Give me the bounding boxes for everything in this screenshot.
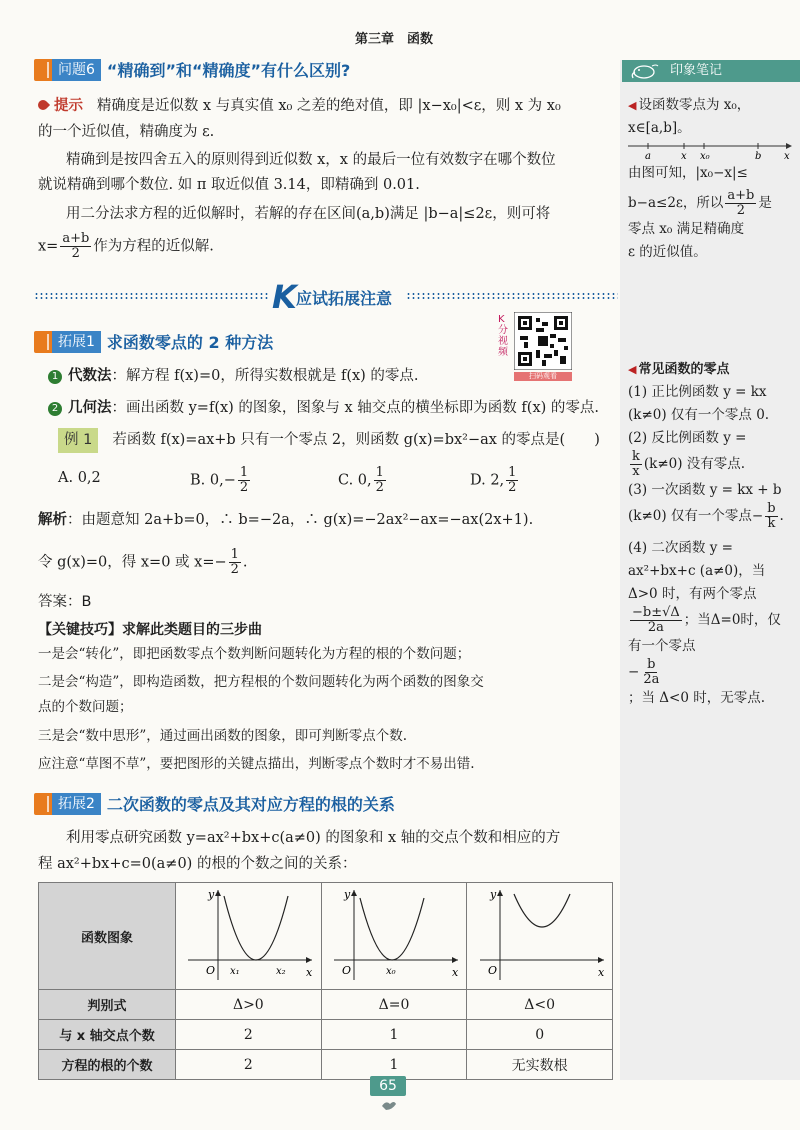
q6-p2: 精确到是按四舍五入的原则得到近似数 x，x 的最后一位有效数字在哪个数位 (66, 152, 556, 168)
q6-p3b-pre: x= (38, 238, 59, 255)
frac-numerator: b (647, 657, 656, 672)
ext2-heading (34, 792, 395, 815)
q6-p3: 用二分法求方程的近似解时，若解的存在区间(a,b)满足 |b−a|≤2ε，则可将 (66, 206, 551, 222)
solution-text2-end: . (242, 554, 248, 571)
tip-title: 【关键技巧】求解此类题目的三步曲 (38, 622, 262, 638)
frac-numerator: k (632, 449, 640, 464)
frac-denominator: 2a (643, 672, 660, 687)
graph-cell-one-root (321, 883, 467, 990)
frac-numerator: 1 (239, 465, 249, 480)
row-label-graph: 函数图象 (39, 883, 176, 990)
book-icon (34, 793, 52, 815)
solution-label: 解析 (38, 512, 67, 528)
option-c (338, 466, 468, 495)
frac-denominator: x (632, 464, 640, 479)
banner-title: 应试拓展注意 (296, 289, 393, 308)
frac-denominator: 2 (736, 203, 746, 218)
frac-denominator: 2 (230, 562, 239, 577)
q6-p1b: 的一个近似值，精确度为 ε. (38, 124, 215, 140)
graph-origin-label: O (341, 964, 352, 977)
q6-hint-line (38, 94, 616, 119)
frac-numerator: a+b (727, 188, 755, 203)
numline-x: x (681, 151, 687, 162)
parabola-no-root-graph (470, 884, 610, 984)
graph-cell-two-roots (176, 883, 322, 990)
option-a: A. 0,2 (58, 470, 101, 486)
ext1-heading (34, 330, 273, 353)
triangle-icon: ◀ (628, 99, 637, 112)
qr-side-text: K分视频 (498, 314, 508, 358)
frac-denominator: 2 (375, 480, 384, 495)
note2-item2b (628, 450, 794, 479)
note2-vertex-fraction (641, 658, 661, 687)
table-row (39, 1020, 613, 1050)
table-cell: 1 (321, 1050, 467, 1080)
row-label-roots: 方程的根的个数 (39, 1050, 176, 1080)
option-d-fraction (506, 466, 518, 495)
frac-numerator: −b±√Δ (632, 605, 680, 620)
note2-item2: (2) 反比例函数 y = (628, 430, 747, 446)
ext2-tag-label: 拓展2 (52, 793, 101, 815)
frac-numerator: 1 (230, 547, 239, 562)
graph-x-label: x (597, 966, 604, 979)
note2-item4d: ；当 Δ<0 时，无零点. (628, 690, 766, 706)
frac-denominator: 2 (508, 480, 517, 495)
option-b-fraction (238, 466, 250, 495)
note1-text1: 设函数零点为 x₀， (638, 97, 751, 113)
ext2-p2: 程 ax²+bx+c=0(a≠0) 的根的个数之间的关系： (38, 856, 357, 872)
ext1-tag-label: 拓展1 (52, 331, 101, 353)
table-row (39, 1050, 613, 1080)
frac-denominator: 2a (647, 620, 664, 635)
note1-line2: x∈[a,b]。 (628, 120, 691, 136)
note2-root-fraction (630, 606, 682, 635)
banner-dots-right (406, 292, 618, 300)
qr-code-icon[interactable] (514, 312, 572, 370)
quadratic-table (38, 882, 613, 1080)
example-text: 若函数 f(x)=ax+b 只有一个零点 2，则函数 g(x)=bx²−ax 的零点是( ) (112, 432, 600, 448)
row-label-discriminant: 判别式 (39, 990, 176, 1020)
q6-p1: 精确度是近似数 x 与真实值 x₀ 之差的绝对值，即 |x−x₀|<ε，则 x 为 x₀ (96, 98, 561, 114)
parabola-two-roots-graph (178, 884, 318, 984)
solution-line1 (38, 508, 616, 533)
table-cell: 2 (176, 1020, 322, 1050)
page-number: 65 (370, 1076, 406, 1096)
method2-text: ：画出函数 y=f(x) 的图象，图象与 x 轴交点的横坐标即为函数 f(x) 的零点. (111, 400, 599, 416)
table-row (39, 990, 613, 1020)
table-row (39, 883, 613, 990)
ext2-p1: 利用零点研究函数 y=ax²+bx+c(a≠0) 的图象和 x 轴的交点个数和相应的方 (66, 830, 561, 846)
q6-p3b-post: 作为方程的近似解. (93, 238, 214, 255)
frac-denominator: 2 (239, 480, 249, 495)
q6-tag-label: 问题6 (52, 59, 101, 81)
frac-denominator: k (767, 516, 776, 531)
table-cell: 无实数根 (467, 1050, 613, 1080)
note2-item3: (3) 一次函数 y = kx + b (k≠0) 仅有一个零点− $\frac{b}{k}$ . (628, 482, 784, 531)
numline-b: b (755, 151, 762, 162)
table-cell: Δ>0 (176, 990, 322, 1020)
graph-x1-label: x₁ (230, 966, 240, 977)
book-icon (34, 59, 52, 81)
triangle-icon: ◀ (628, 363, 637, 376)
note2-item1: (1) 正比例函数 y = kx (k≠0) 仅有一个零点 0. (628, 384, 770, 423)
note2-item4: (4) 二次函数 y = ax²+bx+c (a≠0)，当 Δ>0 时，有两个零点 (628, 540, 766, 602)
ext2-tag (34, 793, 101, 815)
note2-item4c: − $\frac{b}{2a}$ (628, 657, 660, 687)
method2-number: 2 (48, 402, 62, 416)
graph-cell-no-root (467, 883, 613, 990)
tip-line-3: 点的个数问题； (38, 699, 133, 715)
section-banner (34, 278, 618, 316)
frac-denominator: 2 (71, 246, 80, 261)
graph-y-label: y (343, 888, 351, 901)
frac-numerator: a+b (62, 231, 90, 246)
parabola-one-root-graph (324, 884, 464, 984)
graph-x2-label: x₂ (276, 966, 286, 977)
graph-y-label: y (208, 888, 215, 901)
method2-label: 几何法 (68, 400, 112, 416)
tip-line-2: 二是会“构造”，即构造函数，把方程根的个数问题转化为两个函数的图象交 (38, 674, 484, 690)
number-line-figure (628, 140, 794, 162)
graph-x-label: x (306, 966, 313, 979)
method1-label: 代数法 (68, 368, 112, 384)
row-label-intersections: 与 x 轴交点个数 (39, 1020, 176, 1050)
banner-dots-left (34, 292, 268, 300)
example-line (58, 428, 616, 453)
tip-line-1: 一是会“转化”，即把函数零点个数判断问题转化为方程的根的个数问题； (38, 646, 471, 662)
hint-icon (36, 98, 50, 112)
ext2-title: 二次函数的零点及其对应方程的根的关系 (106, 795, 395, 814)
notes-title: 印象笔记 (670, 63, 723, 78)
qr-caption: 扫码观看 (514, 372, 572, 381)
banner-k-letter: K (272, 278, 297, 316)
q6-heading (34, 58, 350, 81)
table-cell: Δ<0 (467, 990, 613, 1020)
note1-text5: 是 (758, 195, 772, 211)
note2-k-fraction (630, 450, 642, 479)
option-d (470, 466, 610, 495)
note2-item2-text: (k≠0) 没有零点. (643, 456, 746, 472)
note1-line5: 零点 x₀ 满足精确度 (628, 221, 745, 237)
q6-title: “精确到”和“精确度”有什么区别? (106, 61, 351, 80)
table-cell: 1 (321, 1020, 467, 1050)
method1-number: 1 (48, 370, 62, 384)
frac-numerator: 1 (375, 465, 384, 480)
numline-x0: x₀ (700, 151, 710, 162)
option-d-text: D. 2, (470, 472, 505, 489)
table-cell: 2 (176, 1050, 322, 1080)
note2 (628, 358, 794, 710)
answer: 答案：B (38, 594, 92, 610)
numline-axis-x: x (784, 151, 790, 162)
q6-tag (34, 59, 101, 81)
hint-label: 提示 (54, 98, 83, 114)
method1-line (48, 364, 626, 389)
q6-p3b-line (38, 232, 616, 261)
note2-item4b (628, 606, 794, 658)
notes-header (622, 60, 800, 82)
option-b (190, 466, 320, 495)
q6-p2b: 就说精确到哪个数位. 如 π 取近似值 3.14，即精确到 0.01. (38, 177, 420, 193)
chapter-title: 第三章 函数 (355, 32, 434, 47)
note2-item4b-text: ；当Δ=0时，仅有一个零点 (628, 612, 781, 654)
method1-text: ：解方程 f(x)=0，所得实数根就是 f(x) 的零点. (111, 368, 419, 384)
tip-line-5: 应注意“草图不草”，要把图形的关键点描出，判断零点个数时才不易出错. (38, 756, 475, 772)
method2-line (48, 396, 616, 421)
solution-text2: 令 g(x)=0，得 x=0 或 x=− (38, 554, 227, 571)
graph-origin-label: O (206, 964, 216, 977)
table-cell: Δ=0 (321, 990, 467, 1020)
note2-item3-text: (3) 一次函数 y = kx + b (k≠0) 仅有一个零点 (628, 482, 782, 524)
example-tag: 例 1 (58, 428, 98, 453)
note2-title: 常见函数的零点 (638, 362, 730, 377)
solution-line2 (38, 548, 616, 577)
note1-line3: 由图可知，|x₀−x|≤ (628, 165, 748, 181)
bird-icon (380, 1098, 398, 1112)
frac-numerator: 1 (508, 465, 517, 480)
note1-text4: b−a≤2ε，所以 (628, 195, 724, 211)
note1-fraction (725, 189, 756, 218)
solution-fraction (229, 548, 241, 577)
table-cell: 0 (467, 1020, 613, 1050)
solution-text1: ：由题意知 2a+b=0，∴ b=−2a，∴ g(x)=−2ax²−ax=−ax(2x+1). (67, 512, 534, 528)
ext1-title: 求函数零点的 2 种方法 (106, 333, 274, 352)
option-b-text: B. 0,− (190, 472, 236, 489)
note1-line4 (628, 189, 794, 218)
graph-y-label: y (489, 888, 496, 901)
ext1-tag (34, 331, 101, 353)
note1-line6: ε 的近似值。 (628, 244, 707, 260)
note1 (628, 94, 794, 264)
elephant-icon (630, 62, 662, 80)
q6-fraction (60, 232, 91, 261)
tip-line-4: 三是会“数中思形”，通过画出函数的图象，即可判断零点个数. (38, 728, 408, 744)
graph-x0-label: x₀ (385, 966, 396, 977)
graph-x-label: x (451, 966, 459, 979)
note2-bk-fraction (765, 502, 777, 531)
graph-origin-label: O (487, 964, 497, 977)
note2-title-line (628, 358, 794, 381)
book-icon (34, 331, 52, 353)
option-c-fraction (374, 466, 386, 495)
note1-line1 (628, 94, 794, 117)
numline-a: a (645, 151, 651, 162)
option-c-text: C. 0, (338, 472, 372, 489)
frac-numerator: b (767, 501, 776, 516)
